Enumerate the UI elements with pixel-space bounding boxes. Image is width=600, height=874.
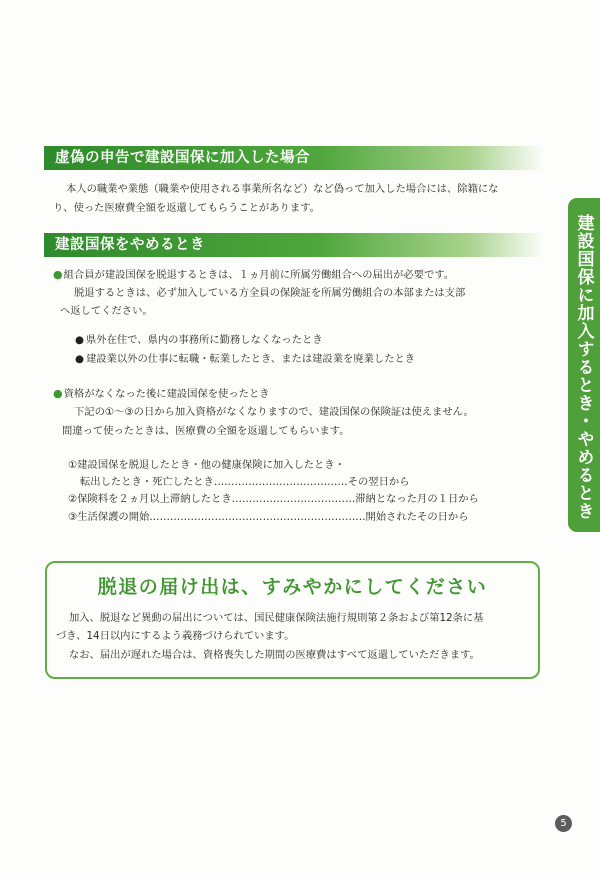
notice-line-2: づき、14日以内にするよう義務づけられています。 <box>56 630 295 642</box>
block2-line-1 <box>53 387 270 401</box>
block2-line-3: 間違って使ったときは、医療費の全額を返還してもらいます。 <box>62 425 350 437</box>
block2-item-1: ①建設国保を脱退したとき・他の健康保険に加入したとき・ <box>68 459 345 471</box>
notice-line-3: なお、届出が遅れた場合は、資格喪失した期間の医療費はすべて返還していただきます。 <box>69 649 480 661</box>
block2-item-2: ②保険料を２ヵ月以上滞納したとき………………………………滞納となった月の１日から <box>68 493 479 505</box>
page-number: 5 <box>555 815 572 832</box>
block2-line-1-text: 資格がなくなった後に建設国保を使ったとき <box>63 388 270 400</box>
block1-line-2: 脱退するときは、必ず加入している方全員の保険証を所属労働組合の本部または支部 <box>74 287 466 299</box>
side-tab-chapter-label: 建設国保に加入するとき・やめるとき <box>568 198 600 532</box>
block1-item-1-text: 県外在住で、県内の事務所に勤務しなくなったとき <box>86 334 323 346</box>
block1-line-1-text: 組合員が建設国保を脱退するときは、１ヵ月前に所属労働組合への届出が必要です。 <box>63 269 455 281</box>
block2-item-1-cont: 転出したとき・死亡したとき…………………………………その翌日から <box>80 476 410 488</box>
green-bullet-icon: ● <box>53 387 63 400</box>
notice-title: 脱退の届け出は、すみやかにしてください <box>97 576 488 598</box>
notice-box <box>45 561 540 679</box>
block1-line-3: へ返してください。 <box>60 305 153 317</box>
section1-text-line-1: 本人の職業や業態（職業や使用される事業所名など）など偽って加入した場合には、除籍にな <box>66 183 499 195</box>
black-bullet-icon: ● <box>75 353 84 365</box>
block2-item-3: ③生活保護の開始………………………………………………………開始されたその日から <box>68 511 469 523</box>
section1-text-line-2: り、使った医療費全額を返還してもらうことがあります。 <box>53 202 320 214</box>
section-heading-false-declaration: 虚偽の申告で建設国保に加入した場合 <box>44 146 544 170</box>
block1-item-1 <box>75 333 323 347</box>
notice-line-1: 加入、脱退など異動の届出については、国民健康保険法施行規則第２条および第12条に基 <box>69 612 484 624</box>
black-bullet-icon: ● <box>75 334 84 346</box>
green-bullet-icon: ● <box>53 268 63 281</box>
block1-item-2 <box>75 352 415 366</box>
block1-item-2-text: 建設業以外の仕事に転職・転業したとき、または建設業を廃業したとき <box>86 353 416 365</box>
block1-line-1 <box>53 268 454 282</box>
block2-line-2: 下記の①～③の日から加入資格がなくなりますので、建設国保の保険証は使えません。 <box>74 406 474 418</box>
section-heading-withdrawal: 建設国保をやめるとき <box>44 233 544 257</box>
